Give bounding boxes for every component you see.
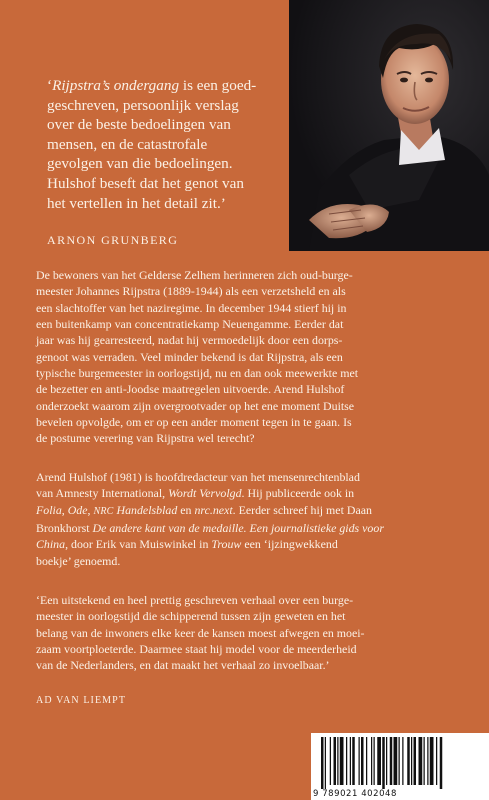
barcode-bar bbox=[411, 737, 412, 785]
barcode-bar bbox=[330, 737, 331, 785]
quote-line: is een goed- bbox=[179, 77, 257, 94]
barcode-bar bbox=[374, 737, 375, 785]
author-photo bbox=[289, 0, 489, 251]
barcode-bar bbox=[337, 737, 338, 785]
barcode-bar bbox=[414, 737, 417, 785]
barcode-bar bbox=[366, 737, 367, 785]
publication-nrc-next: nrc.next bbox=[194, 502, 233, 517]
synopsis-line: onderzoekt waarom zijn overgrootvader op het ene moment Duitse bbox=[36, 398, 355, 413]
quote-line: zaam voortploeterde. Daarmee staat hij model voor de meerderheid bbox=[36, 642, 357, 657]
quote-author-grunberg: ARNON GRUNBERG bbox=[47, 233, 179, 247]
synopsis-line: bevelen opvolgde, om er op een ander moment tegen in te gaan. Is bbox=[36, 415, 352, 430]
synopsis-line: de postume verering van Rijpstra wel terecht? bbox=[36, 431, 255, 446]
barcode-bar bbox=[394, 737, 398, 785]
barcode-bars bbox=[321, 737, 481, 789]
barcode-bar bbox=[325, 737, 326, 789]
bio-text: . Eerder schreef hij met Daan bbox=[232, 502, 372, 517]
barcode-bar bbox=[399, 737, 400, 785]
quote-line: van de Nederlanders, en dat maakt het verhaal zo invoelbaar.’ bbox=[36, 658, 330, 673]
bio-text: van Amnesty International, bbox=[36, 486, 169, 501]
publication-handelsblad: Handelsblad bbox=[113, 502, 178, 517]
synopsis-line: een slachtoffer van het naziregime. In december 1944 stierf hij in bbox=[36, 300, 347, 315]
synopsis-line: meester Johannes Rijpstra (1889-1944) als een verzetsheld en als bbox=[36, 284, 346, 299]
barcode-bar bbox=[346, 737, 347, 785]
barcode-bar bbox=[352, 737, 355, 785]
synopsis-line: een buitenkamp van concentratiekamp Neuengamme. Eerder dat bbox=[36, 317, 344, 332]
barcode-bar bbox=[390, 737, 393, 785]
barcode-bar bbox=[427, 737, 428, 785]
synopsis-line: typische burgemeester in oorlogstijd, nu en dan ook meewerkte met bbox=[36, 366, 359, 381]
isbn-barcode bbox=[311, 733, 489, 800]
barcode-bar bbox=[402, 737, 403, 785]
barcode-bar bbox=[334, 737, 337, 785]
quote-line: over de beste bedoelingen van bbox=[47, 116, 231, 134]
barcode-bar bbox=[377, 737, 381, 785]
barcode-bar bbox=[371, 737, 372, 785]
quote-line: Hulshof beseft dat het genot van bbox=[47, 174, 244, 192]
barcode-bar bbox=[419, 737, 423, 785]
publication-ode: Ode bbox=[67, 502, 88, 517]
bio-text: , bbox=[61, 502, 68, 517]
barcode-bar bbox=[407, 737, 410, 785]
synopsis-line: genoot was verraden. Veel minder bekend is dat Rijpstra, als een bbox=[36, 349, 343, 364]
synopsis-line: de bezetter en anti-Joodse maatregelen uitvoerde. Arend Hulshof bbox=[36, 382, 345, 397]
book-title-reference: Rijpstra’s ondergang bbox=[52, 77, 180, 94]
quote-line: het vertellen in het detail zit.’ bbox=[47, 194, 226, 212]
barcode-bar bbox=[436, 737, 437, 785]
quote-author-van-liempt: AD VAN LIEMPT bbox=[36, 695, 127, 706]
barcode-bar bbox=[361, 737, 364, 785]
bio-text: Bronkhorst bbox=[36, 521, 93, 536]
author-bio-paragraph bbox=[36, 469, 460, 569]
quote-line: mensen, en de catastrofale bbox=[47, 135, 208, 153]
quote-line: ‘Een uitstekend en heel prettig geschreven verhaal over een burge- bbox=[36, 593, 354, 607]
bio-text: een ‘ijzingwekkend bbox=[241, 537, 338, 552]
earlier-book-title: De andere kant van de medaille. Een journalistieke gids voor bbox=[92, 521, 384, 536]
barcode-bar bbox=[321, 737, 324, 789]
publication-nrc: NRC bbox=[93, 505, 114, 517]
isbn-digits: 9 789021 402048 bbox=[313, 789, 397, 799]
quote-line: meester in oorlogstijd die schipperend tussen zijn geweten en het bbox=[36, 609, 346, 624]
barcode-bar bbox=[359, 737, 360, 785]
earlier-book-title-cont: China bbox=[36, 537, 66, 552]
synopsis-line: jaar was hij gearresteerd, nadat hij vermoedelijk door een dorps- bbox=[36, 333, 343, 348]
bio-text: . Hij publiceerde ook in bbox=[241, 486, 355, 501]
synopsis-paragraph bbox=[36, 267, 460, 447]
quote-line: geschreven, persoonlijk verslag bbox=[47, 96, 239, 114]
van-liempt-quote bbox=[36, 592, 460, 674]
barcode-bar bbox=[440, 737, 443, 789]
bio-line: boekje’ genoemd. bbox=[36, 553, 121, 568]
bio-text: , door Erik van Muiswinkel in bbox=[65, 537, 212, 552]
author-portrait-image bbox=[289, 0, 489, 251]
publication-folia: Folia bbox=[36, 502, 62, 517]
barcode-bar bbox=[430, 737, 434, 785]
publication-trouw: Trouw bbox=[211, 537, 242, 552]
barcode-bar bbox=[386, 737, 387, 785]
quote-line: belang van de inwoners elke keer de kansen moest afwegen en moei- bbox=[36, 625, 365, 640]
bio-text: en bbox=[177, 502, 195, 517]
magazine-title: Wordt Vervolgd bbox=[168, 486, 242, 501]
grunberg-quote bbox=[47, 76, 283, 213]
bio-text: , bbox=[87, 502, 94, 517]
quote-open-mark: ‘ bbox=[47, 77, 53, 94]
synopsis-line: De bewoners van het Gelderse Zelhem herinneren zich oud-burge- bbox=[36, 268, 353, 282]
quote-line: gevolgen van die bedoelingen. bbox=[47, 155, 233, 173]
barcode-bar bbox=[350, 737, 351, 785]
barcode-bar bbox=[340, 737, 344, 785]
bio-line: Arend Hulshof (1981) is hoofdredacteur van het mensenrechtenblad bbox=[36, 470, 360, 484]
barcode-bar bbox=[424, 737, 425, 785]
barcode-bar bbox=[382, 737, 385, 789]
